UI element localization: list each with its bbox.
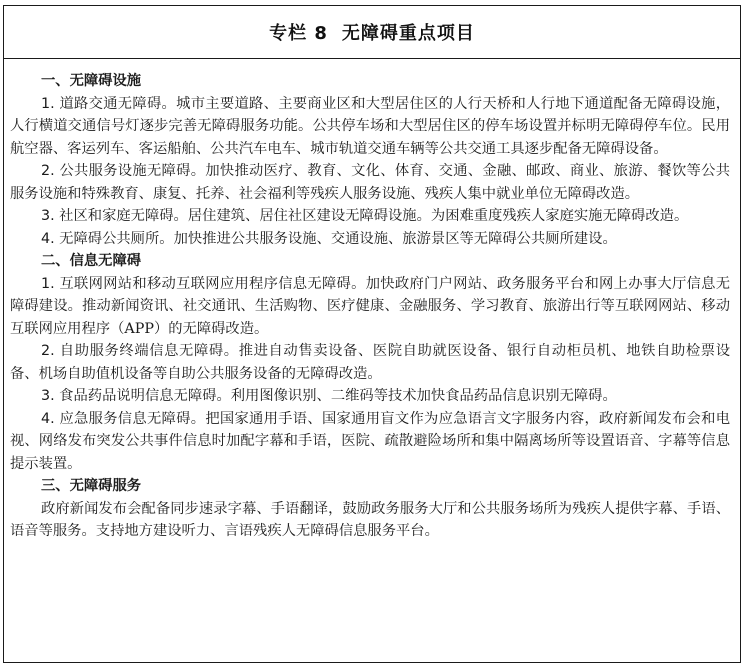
item-text: 加快推动医疗、教育、文化、体育、交通、金融、邮政、商业、旅游、餐饮等公共服务设施和特殊教育、康复、托养、社会福利等残疾人服务设施、残疾人集中就业单位无障碍改造。 <box>10 163 731 202</box>
section-heading: 二、信息无障碍 <box>41 253 142 269</box>
section-heading: 一、无障碍设施 <box>41 73 142 89</box>
item-lead: 4. 应急服务信息无障碍。 <box>41 410 206 427</box>
item-lead: 3. 社区和家庭无障碍。 <box>41 208 188 224</box>
item-text: 城市主要道路、主要商业区和大型居住区的人行天桥和人行地下通道配备无障碍设施，人行横道交通信号灯逐步完善无障碍服务功能。公共停车场和大型居住区的停车场设置并标明无障碍停车位。民用航空器、客运列车、客运船舶、公共汽车电车、城市轨道交通车辆等公共交通工具逐步配备无障碍设备。 <box>10 95 731 157</box>
list-item <box>10 340 730 385</box>
item-lead: 1. 道路交通无障碍。 <box>41 95 177 112</box>
box-title-row <box>4 6 740 59</box>
item-text: 居住建筑、居住社区建设无障碍设施。为困难重度残疾人家庭实施无障碍改造。 <box>187 208 689 224</box>
list-item <box>10 93 730 161</box>
list-item <box>10 228 730 251</box>
item-text: 推进自动售卖设备、医院自助就医设备、银行自动柜员机、地铁自助检票设备、机场自助值机设备等自助公共服务设备的无障碍改造。 <box>10 343 731 382</box>
list-item <box>10 205 730 228</box>
item-lead: 2. 公共服务设施无障碍。 <box>41 163 206 179</box>
list-item <box>10 408 730 476</box>
item-lead: 1. 互联网网站和移动互联网应用程序信息无障碍。 <box>41 275 366 292</box>
item-text: 加快推进公共服务设施、交通设施、旅游景区等无障碍公共厕所建设。 <box>173 230 617 247</box>
item-text: 政府新闻发布会配备同步速录字幕、手语翻译，鼓励政务服务大厅和公共服务场所为残疾人提供字幕、手语、语音等服务。支持地方建设听力、言语残疾人无障碍信息服务平台。 <box>10 500 730 539</box>
box-title-number: 专栏 8 <box>269 23 328 44</box>
item-text: 加快政府门户网站、政务服务平台和网上办事大厅信息无障碍建设。推动新闻资讯、社交通讯、生活购物、医疗健康、金融服务、学习教育、旅游出行等互联网网站、移动互联网应用程序（APP）的无障碍改造。 <box>10 275 731 337</box>
box-title-text: 无障碍重点项目 <box>341 23 475 44</box>
list-item <box>10 498 730 543</box>
section-heading: 三、无障碍服务 <box>41 478 142 494</box>
box-title <box>269 19 475 45</box>
item-lead: 3. 食品药品说明信息无障碍。 <box>41 388 231 404</box>
list-item <box>10 385 730 408</box>
item-text: 把国家通用手语、国家通用盲文作为应急语言文字服务内容，政府新闻发布会和电视、网络发布突发公共事件信息时加配字幕和手语，医院、疏散避险场所和集中隔离场所等设置语音、字幕等信息提示装置。 <box>10 410 731 472</box>
list-item <box>10 273 730 341</box>
box-content <box>10 70 730 543</box>
item-text: 利用图像识别、二维码等技术加快食品药品信息识别无障碍。 <box>230 388 617 404</box>
item-lead: 4. 无障碍公共厕所。 <box>41 230 174 247</box>
item-lead: 2. 自助服务终端信息无障碍。 <box>41 343 239 359</box>
list-item <box>10 160 730 205</box>
